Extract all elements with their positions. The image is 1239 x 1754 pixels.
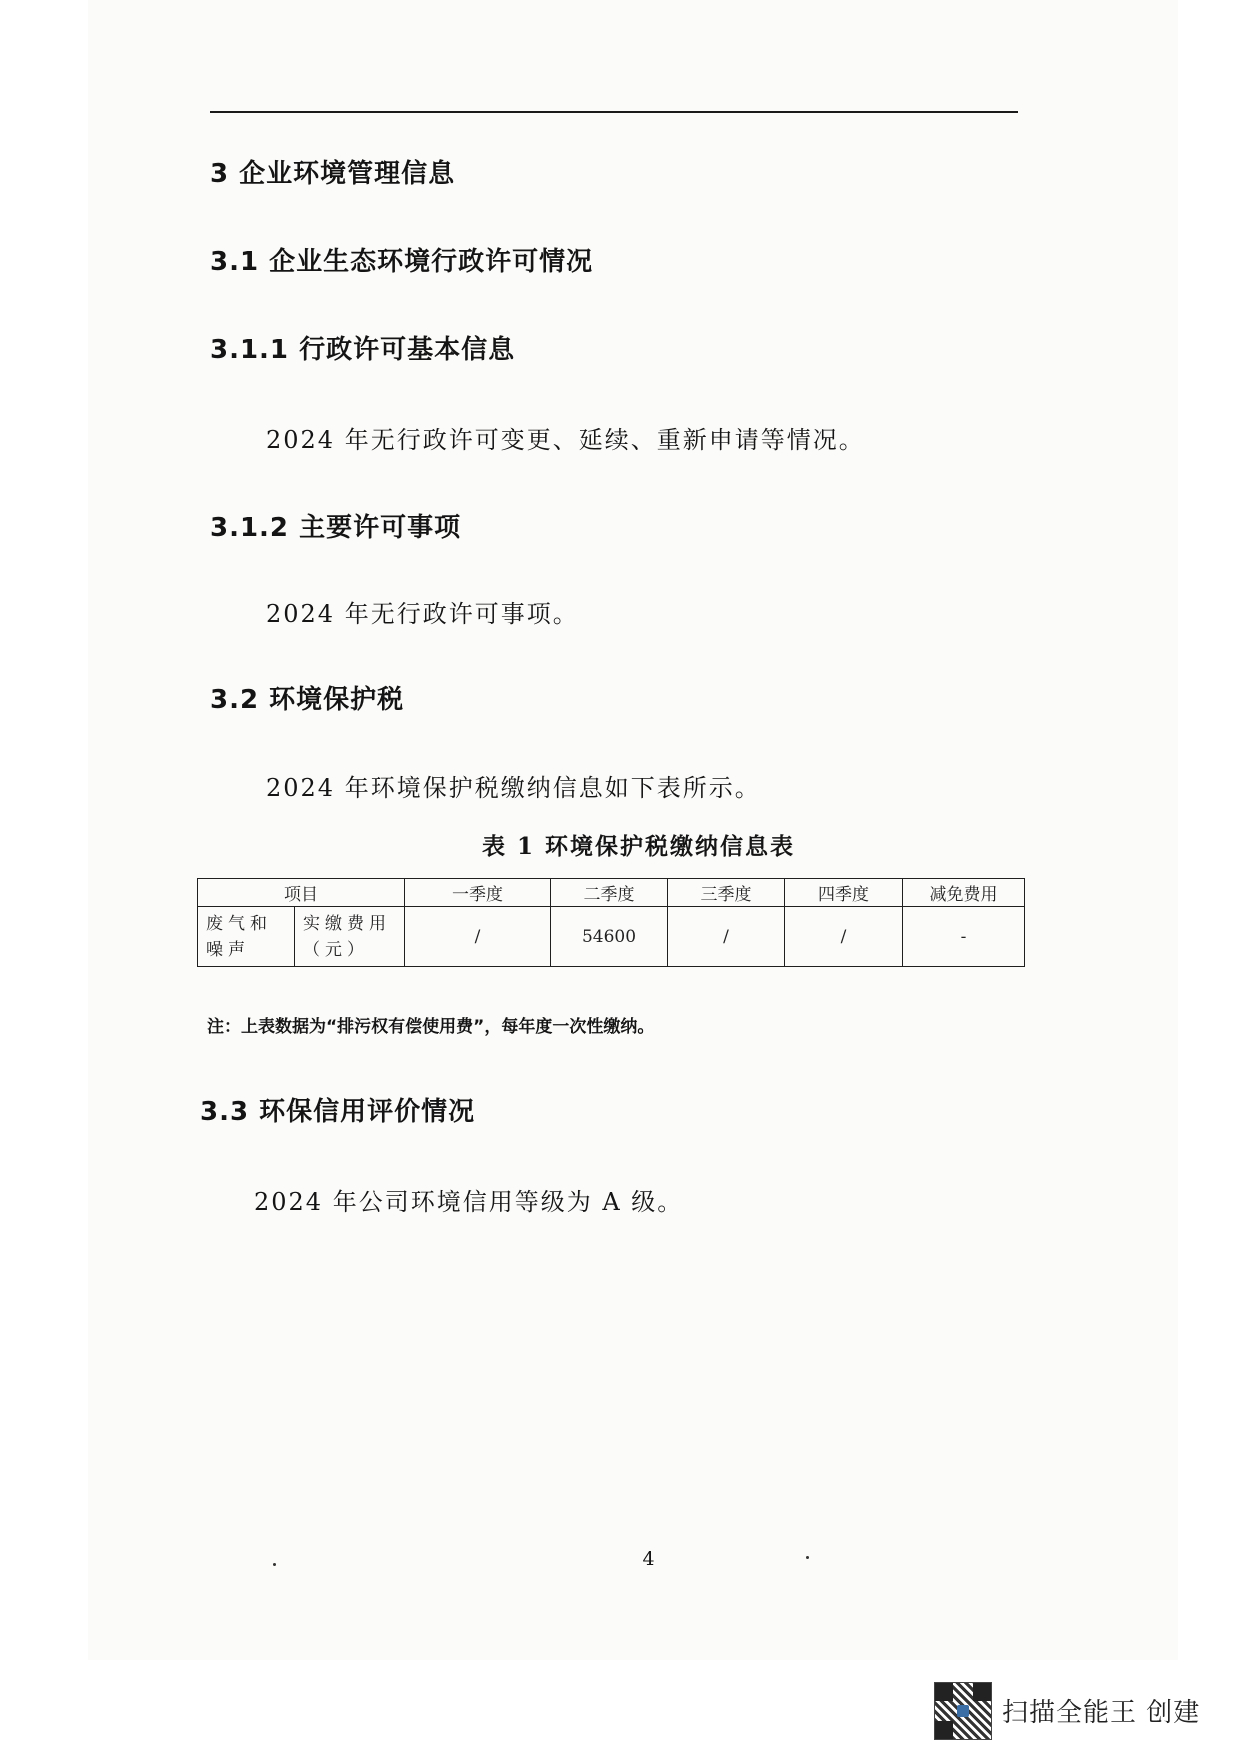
table-header-row xyxy=(198,879,1025,907)
cell-q4: / xyxy=(785,907,903,967)
cell-category: 废气和噪声 xyxy=(198,907,295,967)
cell-q1: / xyxy=(405,907,551,967)
header-q1: 一季度 xyxy=(405,879,551,907)
section-3-1-heading: 3.1 企业生态环境行政许可情况 xyxy=(210,247,594,277)
section-3-1-1-heading: 3.1.1 行政许可基本信息 xyxy=(210,335,516,365)
cell-q2: 54600 xyxy=(551,907,668,967)
environmental-tax-table xyxy=(197,878,1025,967)
header-item: 项目 xyxy=(198,879,405,907)
section-3-1-2-heading: 3.1.2 主要许可事项 xyxy=(210,513,462,543)
table-note: 注：上表数据为“排污权有偿使用费”，每年度一次性缴纳。 xyxy=(207,1017,655,1037)
section-3-1-2-text: 2024 年无行政许可事项。 xyxy=(266,600,579,628)
table-row xyxy=(198,907,1025,967)
scan-speck xyxy=(273,1563,276,1566)
section-3-heading: 3 企业环境管理信息 xyxy=(210,159,456,189)
header-q2: 二季度 xyxy=(551,879,668,907)
section-3-2-heading: 3.2 环境保护税 xyxy=(210,685,405,715)
page-number: 4 xyxy=(642,1548,655,1570)
qr-code-icon xyxy=(934,1682,992,1740)
section-3-1-1-text: 2024 年无行政许可变更、延续、重新申请等情况。 xyxy=(266,426,865,454)
cell-q3: / xyxy=(668,907,785,967)
header-q3: 三季度 xyxy=(668,879,785,907)
scan-speck xyxy=(806,1556,809,1559)
scanner-watermark: 扫描全能王 创建 xyxy=(1002,1698,1201,1728)
header-reduction: 减免费用 xyxy=(903,879,1025,907)
section-3-3-text: 2024 年公司环境信用等级为 A 级。 xyxy=(254,1188,684,1216)
section-3-3-heading: 3.3 环保信用评价情况 xyxy=(200,1097,476,1127)
table-caption: 表 1 环境保护税缴纳信息表 xyxy=(481,833,796,860)
header-rule xyxy=(210,111,1018,113)
cell-reduction: - xyxy=(903,907,1025,967)
header-q4: 四季度 xyxy=(785,879,903,907)
cell-item: 实缴费用（元） xyxy=(295,907,405,967)
section-3-2-text: 2024 年环境保护税缴纳信息如下表所示。 xyxy=(266,774,761,802)
